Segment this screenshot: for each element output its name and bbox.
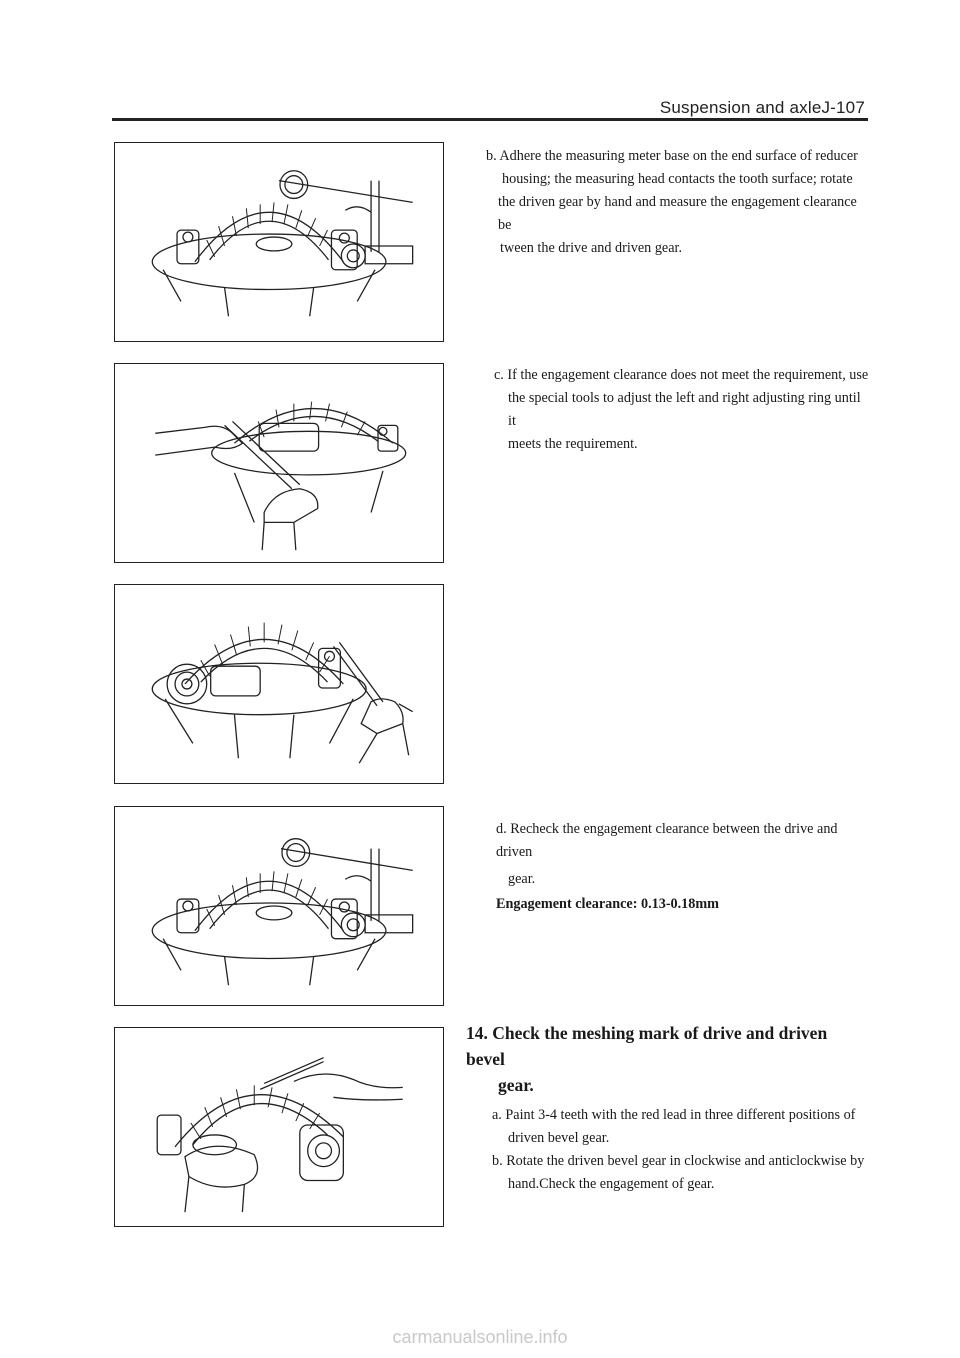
step-14-b-line-2: hand.Check the engagement of gear. bbox=[508, 1176, 715, 1192]
figure-right-wrench bbox=[114, 584, 444, 784]
step-14-heading bbox=[466, 1020, 870, 1098]
figure-recheck-gauge bbox=[114, 806, 444, 1006]
section-b-line-2: housing; the measuring head contacts the tooth surface; rotate bbox=[502, 171, 853, 187]
section-c-line-3: meets the requirement. bbox=[508, 436, 638, 452]
watermark: carmanualsonline.info bbox=[392, 1327, 568, 1347]
figure-adjusting-wrench bbox=[114, 363, 444, 563]
figure-paint-teeth bbox=[114, 1027, 444, 1227]
wrench-right-side-icon bbox=[115, 585, 443, 783]
engagement-clearance-spec: Engagement clearance: 0.13-0.18mm bbox=[496, 896, 720, 912]
step-14-heading-line-2: gear. bbox=[498, 1075, 534, 1095]
step-14 bbox=[466, 1020, 870, 1196]
page-header-title: Suspension and axleJ-107 bbox=[659, 98, 865, 117]
header-rule bbox=[112, 118, 868, 121]
figure-dial-gauge bbox=[114, 142, 444, 342]
section-d-line-2: gear. bbox=[508, 871, 536, 887]
step-14-heading-line-1: 14. Check the meshing mark of drive and driven bevel bbox=[466, 1023, 828, 1069]
section-b-line-4: tween the drive and driven gear. bbox=[500, 240, 682, 256]
section-d-text bbox=[466, 818, 870, 916]
step-14-b bbox=[466, 1150, 870, 1196]
wrench-adjusting-ring-icon bbox=[115, 364, 443, 562]
section-d-line-1: d. Recheck the engagement clearance between the drive and driven bbox=[496, 821, 838, 860]
paint-teeth-icon bbox=[115, 1028, 443, 1226]
dial-gauge-on-differential-icon bbox=[115, 143, 443, 341]
dial-gauge-recheck-icon bbox=[115, 807, 443, 1005]
step-14-a-line-1: a. Paint 3-4 teeth with the red lead in three different positions of bbox=[492, 1107, 856, 1123]
section-c-line-1: c. If the engagement clearance does not meet the requirement, use bbox=[494, 367, 869, 383]
section-c-text bbox=[466, 364, 870, 456]
section-b-text bbox=[466, 145, 870, 260]
step-14-b-line-1: b. Rotate the driven bevel gear in clockwise and anticlockwise by bbox=[492, 1153, 865, 1169]
section-b-line-1: b. Adhere the measuring meter base on the end surface of reducer bbox=[486, 148, 858, 164]
section-b-line-3: the driven gear by hand and measure the engagement clearance be bbox=[498, 194, 857, 233]
step-14-a-line-2: driven bevel gear. bbox=[508, 1130, 610, 1146]
step-14-a bbox=[466, 1104, 870, 1150]
section-c-line-2: the special tools to adjust the left and right adjusting ring until it bbox=[508, 390, 861, 429]
